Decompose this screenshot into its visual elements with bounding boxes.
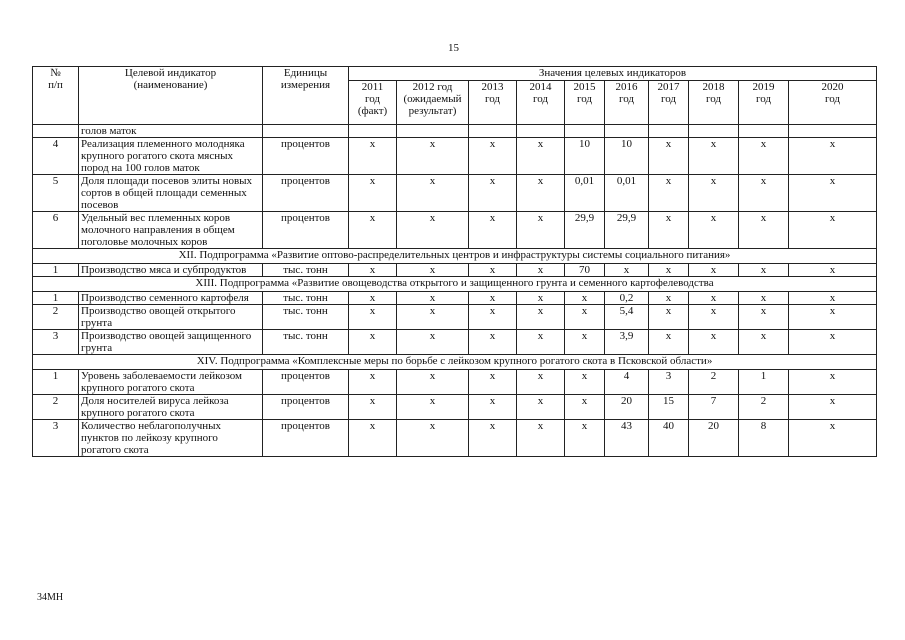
value-cell: x xyxy=(689,305,739,330)
indicator-cell: Удельный вес племенных коров молочного направления в общем поголовье молочных коров xyxy=(79,212,263,249)
row-number-cell: 4 xyxy=(33,138,79,175)
row-number-cell: 3 xyxy=(33,330,79,355)
section-heading-row xyxy=(33,355,877,370)
value-cell: x xyxy=(565,292,605,305)
empty-cell xyxy=(469,125,517,138)
value-cell: x xyxy=(469,175,517,212)
empty-cell xyxy=(789,125,877,138)
row-number-cell: 3 xyxy=(33,420,79,457)
indicator-cell: Уровень заболеваемости лейкозом крупного рогатого скота xyxy=(79,370,263,395)
value-cell: x xyxy=(739,330,789,355)
value-cell: x xyxy=(397,212,469,249)
value-cell: 2 xyxy=(689,370,739,395)
value-cell: 0,01 xyxy=(605,175,649,212)
row-number-cell: 2 xyxy=(33,395,79,420)
value-cell: x xyxy=(469,330,517,355)
value-cell: 10 xyxy=(565,138,605,175)
header-indicator: Целевой индикатор (наименование) xyxy=(79,67,263,125)
row-number-cell: 1 xyxy=(33,370,79,395)
section-heading-row xyxy=(33,249,877,264)
value-cell: x xyxy=(517,420,565,457)
value-cell: 5,4 xyxy=(605,305,649,330)
empty-cell xyxy=(397,125,469,138)
value-cell: x xyxy=(789,292,877,305)
continuation-row xyxy=(33,125,877,138)
value-cell: x xyxy=(517,175,565,212)
header-values-group: Значения целевых индикаторов xyxy=(349,67,877,81)
header-year: 2011 год (факт) xyxy=(349,81,397,125)
indicator-cell: Производство овощей защищенного грунта xyxy=(79,330,263,355)
value-cell: 10 xyxy=(605,138,649,175)
value-cell: x xyxy=(789,212,877,249)
indicator-cell: голов маток xyxy=(79,125,263,138)
value-cell: x xyxy=(789,264,877,277)
value-cell: x xyxy=(349,264,397,277)
table-row xyxy=(33,330,877,355)
value-cell: x xyxy=(349,175,397,212)
table-row xyxy=(33,175,877,212)
value-cell: 0,01 xyxy=(565,175,605,212)
value-cell: 1 xyxy=(739,370,789,395)
value-cell: x xyxy=(349,292,397,305)
indicator-cell: Реализация племенного молодняка крупного рогатого скота мясных пород на 100 голов маток xyxy=(79,138,263,175)
empty-cell xyxy=(739,125,789,138)
units-cell: тыс. тонн xyxy=(263,305,349,330)
value-cell: x xyxy=(517,330,565,355)
value-cell: x xyxy=(605,264,649,277)
value-cell: x xyxy=(649,330,689,355)
footer-code: 34МН xyxy=(37,592,64,603)
value-cell: 20 xyxy=(689,420,739,457)
value-cell: 2 xyxy=(739,395,789,420)
value-cell: x xyxy=(397,175,469,212)
empty-cell xyxy=(33,125,79,138)
row-number-cell: 1 xyxy=(33,292,79,305)
indicator-cell: Производство семенного картофеля xyxy=(79,292,263,305)
value-cell: x xyxy=(349,212,397,249)
value-cell: x xyxy=(649,175,689,212)
value-cell: x xyxy=(565,420,605,457)
units-cell: тыс. тонн xyxy=(263,292,349,305)
value-cell: 20 xyxy=(605,395,649,420)
header-row xyxy=(33,67,877,81)
units-cell: процентов xyxy=(263,395,349,420)
section-title: XII. Подпрограмма «Развитие оптово-распределительных центров и инфраструктуры системы социального питания» xyxy=(33,249,877,264)
value-cell: 7 xyxy=(689,395,739,420)
value-cell: 8 xyxy=(739,420,789,457)
value-cell: 29,9 xyxy=(605,212,649,249)
value-cell: x xyxy=(689,264,739,277)
value-cell: x xyxy=(349,420,397,457)
indicator-cell: Производство мяса и субпродуктов xyxy=(79,264,263,277)
value-cell: x xyxy=(349,395,397,420)
value-cell: x xyxy=(469,395,517,420)
value-cell: x xyxy=(789,305,877,330)
value-cell: x xyxy=(689,212,739,249)
value-cell: x xyxy=(397,305,469,330)
value-cell: 3,9 xyxy=(605,330,649,355)
indicator-cell: Количество неблагополучных пунктов по лейкозу крупного рогатого скота xyxy=(79,420,263,457)
value-cell: x xyxy=(789,420,877,457)
value-cell: x xyxy=(689,330,739,355)
header-units: Единицы измерения xyxy=(263,67,349,125)
value-cell: x xyxy=(789,138,877,175)
value-cell: x xyxy=(565,370,605,395)
header-year: 2017 год xyxy=(649,81,689,125)
header-year: 2018 год xyxy=(689,81,739,125)
section-title: XIII. Подпрограмма «Развитие овощеводства открытого и защищенного грунта и семенного картофелеводства xyxy=(33,277,877,292)
row-number-cell: 2 xyxy=(33,305,79,330)
value-cell: x xyxy=(397,395,469,420)
table-row xyxy=(33,292,877,305)
value-cell: x xyxy=(469,292,517,305)
value-cell: 4 xyxy=(605,370,649,395)
value-cell: 70 xyxy=(565,264,605,277)
units-cell: процентов xyxy=(263,370,349,395)
page-number: 15 xyxy=(448,42,459,54)
indicator-cell: Производство овощей открытого грунта xyxy=(79,305,263,330)
units-cell: процентов xyxy=(263,138,349,175)
section-heading-row xyxy=(33,277,877,292)
value-cell: x xyxy=(789,395,877,420)
value-cell: x xyxy=(517,138,565,175)
empty-cell xyxy=(605,125,649,138)
value-cell: x xyxy=(565,330,605,355)
value-cell: x xyxy=(649,264,689,277)
value-cell: 29,9 xyxy=(565,212,605,249)
empty-cell xyxy=(263,125,349,138)
indicator-cell: Доля носителей вируса лейкоза крупного рогатого скота xyxy=(79,395,263,420)
empty-cell xyxy=(649,125,689,138)
table-row xyxy=(33,212,877,249)
units-cell: процентов xyxy=(263,420,349,457)
value-cell: x xyxy=(689,292,739,305)
header-year: 2014 год xyxy=(517,81,565,125)
value-cell: x xyxy=(789,330,877,355)
value-cell: 40 xyxy=(649,420,689,457)
value-cell: x xyxy=(469,370,517,395)
units-cell: процентов xyxy=(263,175,349,212)
value-cell: x xyxy=(649,292,689,305)
value-cell: x xyxy=(689,175,739,212)
value-cell: x xyxy=(739,138,789,175)
value-cell: x xyxy=(469,305,517,330)
value-cell: x xyxy=(349,370,397,395)
empty-cell xyxy=(517,125,565,138)
row-number-cell: 1 xyxy=(33,264,79,277)
value-cell: x xyxy=(469,420,517,457)
table-row xyxy=(33,420,877,457)
value-cell: x xyxy=(517,370,565,395)
value-cell: x xyxy=(397,420,469,457)
value-cell: x xyxy=(469,264,517,277)
header-num: № п/п xyxy=(33,67,79,125)
value-cell: x xyxy=(789,175,877,212)
empty-cell xyxy=(349,125,397,138)
header-year: 2016 год xyxy=(605,81,649,125)
table-row xyxy=(33,395,877,420)
value-cell: x xyxy=(739,175,789,212)
value-cell: x xyxy=(397,264,469,277)
section-title: XIV. Подпрограмма «Комплексные меры по борьбе с лейкозом крупного рогатого скота в Псковской области» xyxy=(33,355,877,370)
indicator-cell: Доля площади посевов элиты новых сортов в общей площади семенных посевов xyxy=(79,175,263,212)
value-cell: x xyxy=(397,292,469,305)
empty-cell xyxy=(565,125,605,138)
units-cell: тыс. тонн xyxy=(263,330,349,355)
header-year: 2019 год xyxy=(739,81,789,125)
value-cell: 0,2 xyxy=(605,292,649,305)
header-year: 2020 год xyxy=(789,81,877,125)
value-cell: x xyxy=(565,305,605,330)
value-cell: x xyxy=(517,212,565,249)
value-cell: x xyxy=(739,212,789,249)
value-cell: x xyxy=(789,370,877,395)
value-cell: x xyxy=(565,395,605,420)
value-cell: 3 xyxy=(649,370,689,395)
value-cell: x xyxy=(517,305,565,330)
value-cell: 15 xyxy=(649,395,689,420)
value-cell: x xyxy=(649,305,689,330)
table-row xyxy=(33,138,877,175)
table-body xyxy=(33,125,877,457)
value-cell: x xyxy=(739,292,789,305)
value-cell: x xyxy=(469,212,517,249)
value-cell: x xyxy=(517,264,565,277)
value-cell: x xyxy=(739,305,789,330)
value-cell: x xyxy=(649,138,689,175)
units-cell: тыс. тонн xyxy=(263,264,349,277)
header-year: 2013 год xyxy=(469,81,517,125)
value-cell: x xyxy=(397,330,469,355)
value-cell: x xyxy=(349,305,397,330)
empty-cell xyxy=(689,125,739,138)
value-cell: x xyxy=(469,138,517,175)
header-year: 2015 год xyxy=(565,81,605,125)
table-row xyxy=(33,370,877,395)
table-row xyxy=(33,264,877,277)
indicators-table xyxy=(32,66,877,457)
header-year: 2012 год (ожидаемый результат) xyxy=(397,81,469,125)
value-cell: x xyxy=(649,212,689,249)
row-number-cell: 5 xyxy=(33,175,79,212)
units-cell: процентов xyxy=(263,212,349,249)
value-cell: x xyxy=(517,292,565,305)
value-cell: x xyxy=(689,138,739,175)
row-number-cell: 6 xyxy=(33,212,79,249)
value-cell: x xyxy=(517,395,565,420)
value-cell: x xyxy=(349,330,397,355)
value-cell: x xyxy=(397,138,469,175)
table-row xyxy=(33,305,877,330)
value-cell: x xyxy=(739,264,789,277)
value-cell: 43 xyxy=(605,420,649,457)
value-cell: x xyxy=(349,138,397,175)
value-cell: x xyxy=(397,370,469,395)
